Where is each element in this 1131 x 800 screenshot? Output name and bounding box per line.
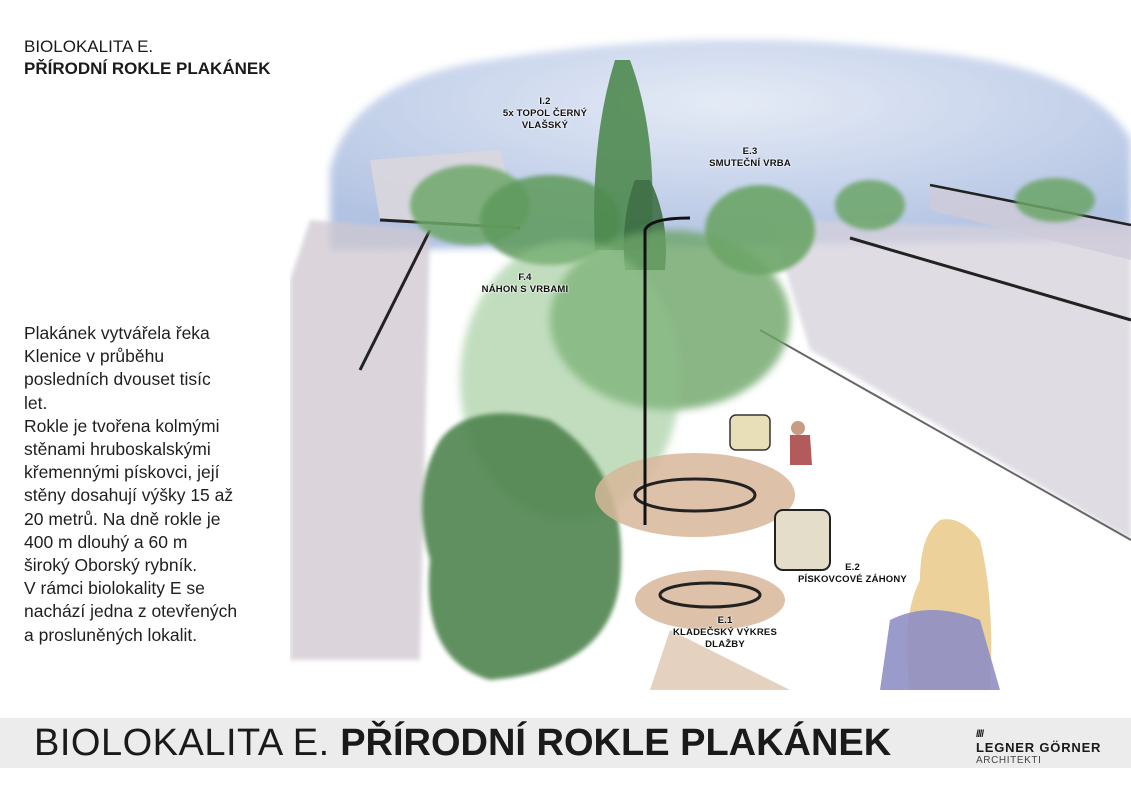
footer-bar — [0, 718, 1131, 768]
label-text: VLAŠSKÝ — [521, 120, 569, 131]
logo-slashes: //// — [976, 729, 984, 740]
description-text — [24, 322, 274, 647]
description-line: stěnami hruboskalskými — [24, 439, 211, 460]
heading-line-1: BIOLOKALITA E. — [24, 37, 154, 56]
description-line: nachází jedna z otevřených — [24, 601, 238, 622]
logo-name: LEGNER GÖRNER — [976, 740, 1102, 755]
description-line: Klenice v průběhu — [24, 346, 165, 367]
wall-left — [290, 220, 430, 660]
heading-line-2: PŘÍRODNÍ ROKLE PLAKÁNEK — [24, 59, 271, 78]
description-line: a prosluněných lokalit. — [24, 624, 198, 645]
label-code: E.2 — [845, 562, 860, 573]
description-line: Plakánek vytvářela řeka — [24, 323, 210, 343]
label-text: 5x TOPOL ČERNÝ — [502, 108, 588, 119]
label-code: F.4 — [518, 272, 532, 283]
label-e3 — [700, 146, 800, 170]
tree-canopy — [835, 180, 905, 230]
paving-circle — [595, 453, 795, 537]
description-line: Rokle je tvořena kolmými — [24, 415, 220, 436]
footer-title — [34, 722, 891, 764]
tree-canopy — [1015, 178, 1095, 222]
person-sitting — [791, 421, 805, 435]
sandstone-bed — [775, 510, 830, 570]
person-sitting — [790, 435, 812, 465]
label-text: NÁHON S VRBAMI — [481, 284, 569, 295]
page-heading — [24, 36, 271, 80]
label-e2 — [790, 562, 915, 586]
label-text: SMUTEČNÍ VRBA — [709, 158, 791, 169]
footer-title-light: BIOLOKALITA E. — [34, 722, 330, 764]
description-line: křemennými pískovci, její — [24, 462, 220, 483]
label-code: E.3 — [742, 146, 758, 157]
description-line: 400 m dlouhý a 60 m — [24, 531, 188, 552]
logo-subtitle: ARCHITEKTI — [976, 755, 1042, 766]
sketch-illustration — [290, 20, 1131, 690]
description-line: 20 metrů. Na dně rokle je — [24, 508, 221, 529]
company-logo — [976, 730, 1101, 766]
description-line: široký Oborský rybník. — [24, 555, 198, 576]
label-text: PÍSKOVCOVÉ ZÁHONY — [798, 574, 907, 585]
sandstone-bed — [730, 415, 770, 450]
description-line: let. — [24, 392, 48, 413]
label-code: E.1 — [717, 615, 733, 626]
label-text: DLAŽBY — [705, 639, 745, 650]
watercolor-sketch — [290, 20, 1131, 690]
label-text: KLADEČSKÝ VÝKRES — [672, 627, 778, 638]
description-line: posledních dvouset tisíc — [24, 369, 211, 390]
label-f4 — [470, 272, 580, 296]
label-code: I.2 — [539, 96, 551, 107]
description-line: stěny dosahují výšky 15 až — [24, 485, 234, 506]
label-e1 — [665, 615, 785, 651]
label-i2 — [490, 96, 600, 132]
footer-title-bold: PŘÍRODNÍ ROKLE PLAKÁNEK — [340, 722, 892, 764]
description-line: V rámci biolokality E se — [24, 578, 205, 599]
